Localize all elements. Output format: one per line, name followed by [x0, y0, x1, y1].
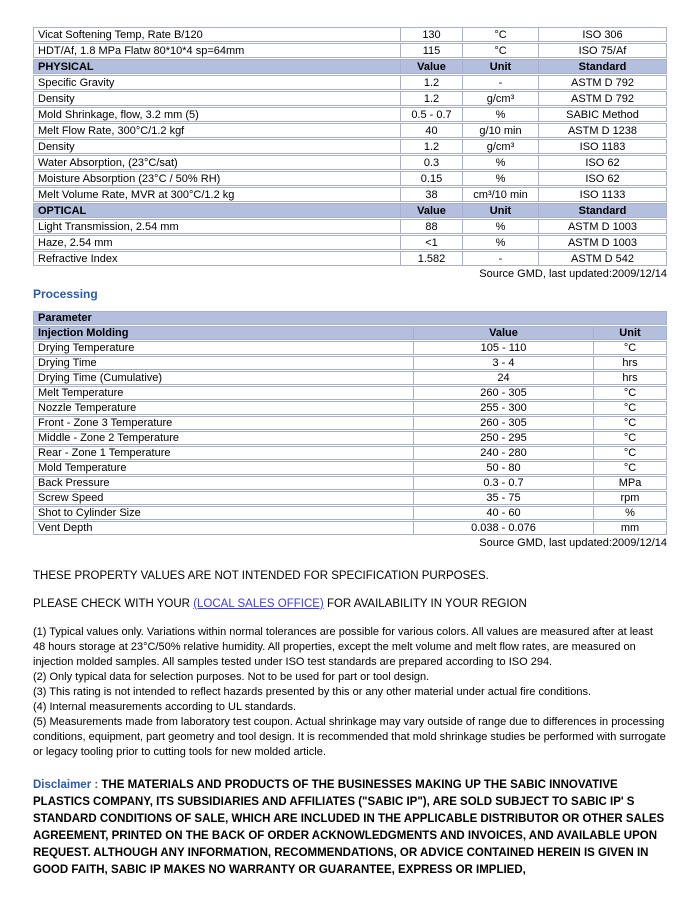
footnote: (4) Internal measurements according to UL standards.	[33, 701, 297, 713]
parameter-cell: OPTICAL	[38, 204, 87, 217]
value-cell: g/cm³	[462, 140, 538, 153]
processing-row	[33, 341, 667, 355]
property-row	[33, 171, 667, 186]
value-cell: Unit	[462, 204, 538, 217]
value-cell: hrs	[593, 372, 666, 384]
value-cell: ASTM D 792	[538, 92, 666, 105]
availability-note-suffix: FOR AVAILABILITY IN YOUR REGION	[323, 598, 527, 610]
value-cell: SABIC Method	[538, 108, 666, 121]
section-header-row	[33, 59, 667, 74]
parameter-group-header-row	[33, 311, 667, 325]
property-row	[33, 251, 667, 266]
parameter-cell: Screw Speed	[38, 492, 104, 504]
parameter-cell: Refractive Index	[38, 252, 118, 265]
value-cell: 260 - 305	[413, 417, 593, 429]
value-cell: ISO 1133	[538, 188, 666, 201]
value-cell: g/cm³	[462, 92, 538, 105]
parameter-cell: Haze, 2.54 mm	[38, 236, 113, 249]
specification-purpose-note: THESE PROPERTY VALUES ARE NOT INTENDED FOR SPECIFICATION PURPOSES.	[33, 570, 489, 582]
value-cell: %	[462, 108, 538, 121]
value-cell: °C	[593, 447, 666, 459]
availability-note-prefix: PLEASE CHECK WITH YOUR	[33, 598, 194, 610]
parameter-cell: Vicat Softening Temp, Rate B/120	[38, 28, 203, 41]
processing-row	[33, 386, 667, 400]
value-cell: 50 - 80	[413, 462, 593, 474]
processing-row	[33, 521, 667, 535]
value-cell: °C	[593, 387, 666, 399]
parameter-cell: Back Pressure	[38, 477, 110, 489]
value-cell: -	[462, 252, 538, 265]
processing-row	[33, 476, 667, 490]
value-cell: 0.038 - 0.076	[413, 522, 593, 534]
value-cell: 3 - 4	[413, 357, 593, 369]
parameter-cell: Density	[38, 92, 75, 105]
value-cell: %	[462, 236, 538, 249]
value-cell: 1.2	[400, 140, 462, 153]
processing-table	[33, 311, 667, 535]
value-cell: ASTM D 1003	[538, 236, 666, 249]
value-cell: °C	[462, 28, 538, 41]
disclaimer-label: Disclaimer :	[33, 779, 102, 791]
value-cell: 1.582	[400, 252, 462, 265]
column-header-row	[33, 326, 667, 340]
processing-source-note: Source GMD, last updated:2009/12/14	[479, 537, 667, 549]
processing-row	[33, 356, 667, 370]
property-row	[33, 187, 667, 202]
value-cell: 0.5 - 0.7	[400, 108, 462, 121]
parameter-cell: Specific Gravity	[38, 76, 115, 89]
parameter-cell: Drying Time (Cumulative)	[38, 372, 163, 384]
processing-row	[33, 371, 667, 385]
property-row	[33, 235, 667, 250]
value-cell: 88	[400, 220, 462, 233]
processing-row	[33, 401, 667, 415]
parameter-cell: Drying Temperature	[38, 342, 135, 354]
value-cell: 40 - 60	[413, 507, 593, 519]
value-cell: <1	[400, 236, 462, 249]
parameter-cell: Density	[38, 140, 75, 153]
parameter-cell: Middle - Zone 2 Temperature	[38, 432, 180, 444]
value-cell: Value	[400, 204, 462, 217]
property-row	[33, 27, 667, 42]
value-cell: °C	[593, 342, 666, 354]
processing-row	[33, 506, 667, 520]
value-cell: ISO 62	[538, 156, 666, 169]
value-cell: ASTM D 542	[538, 252, 666, 265]
parameter-cell: Moisture Absorption (23°C / 50% RH)	[38, 172, 221, 185]
value-cell: 130	[400, 28, 462, 41]
parameter-cell: Front - Zone 3 Temperature	[38, 417, 173, 429]
value-cell: Value	[400, 60, 462, 73]
footnote: (2) Only typical data for selection purposes. Not to be used for part or tool design.	[33, 671, 430, 683]
footnote: (3) This rating is not intended to reflect hazards presented by this or any other material under actual fire conditions.	[33, 686, 592, 698]
disclaimer-text: THE MATERIALS AND PRODUCTS OF THE BUSINESSES MAKING UP THE SABIC INNOVATIVE PLASTICS COMPANY, ITS SUBSIDIARIES AND AFFILIATES ("SABIC IP"), ARE SOLD SUBJECT TO SABIC IP' S STANDARD CONDITIONS OF SALE, WHICH ARE INCLUDED IN THE APPLICABLE DISTRIBUTOR OR OTHER SALES AGREEMENT, PRINTED ON THE BACK OF ORDER ACKNOWLEDGMENTS AND INVOICES, AND AVAILABLE UPON REQUEST. ALTHOUGH ANY INFORMATION, RECOMMENDATIONS, OR ADVICE CONTAINED HEREIN IS GIVEN IN GOOD FAITH, SABIC IP MAKES NO WARRANTY OR GUARANTEE, EXPRESS OR IMPLIED,	[33, 779, 665, 876]
parameter-cell: Mold Shrinkage, flow, 3.2 mm (5)	[38, 108, 199, 121]
property-row	[33, 155, 667, 170]
value-cell: 24	[413, 372, 593, 384]
parameter-cell: Water Absorption, (23°C/sat)	[38, 156, 178, 169]
value-cell: hrs	[593, 357, 666, 369]
section-header-row	[33, 203, 667, 218]
value-cell: mm	[593, 522, 666, 534]
value-cell: g/10 min	[462, 124, 538, 137]
value-cell: °C	[593, 402, 666, 414]
property-row	[33, 43, 667, 58]
parameter-cell: Drying Time	[38, 357, 97, 369]
property-row	[33, 91, 667, 106]
value-cell: ISO 1183	[538, 140, 666, 153]
parameter-cell: Light Transmission, 2.54 mm	[38, 220, 179, 233]
parameter-cell: PHYSICAL	[38, 60, 94, 73]
parameter-cell: Mold Temperature	[38, 462, 127, 474]
value-cell: ASTM D 1003	[538, 220, 666, 233]
value-cell: 255 - 300	[413, 402, 593, 414]
value-cell: 0.3 - 0.7	[413, 477, 593, 489]
processing-row	[33, 446, 667, 460]
value-cell: ISO 306	[538, 28, 666, 41]
footnote: (1) Typical values only. Variations within normal tolerances are possible for various colors. All values are measured after at least 48 hours storage at 23°C/50% relative humidity. All properties, except the melt volume and melt flow rates, are measured on injection molded samples. All samples tested under ISO test standards are prepared according to ISO 294.	[33, 626, 653, 668]
parameter-cell: Nozzle Temperature	[38, 402, 137, 414]
parameter-cell: Rear - Zone 1 Temperature	[38, 447, 171, 459]
processing-row	[33, 416, 667, 430]
value-cell: 250 - 295	[413, 432, 593, 444]
value-cell: °C	[593, 462, 666, 474]
parameter-cell: Shot to Cylinder Size	[38, 507, 141, 519]
value-cell: 0.3	[400, 156, 462, 169]
value-cell: °C	[593, 432, 666, 444]
property-row	[33, 75, 667, 90]
value-cell: 40	[400, 124, 462, 137]
value-cell: 0.15	[400, 172, 462, 185]
value-cell: Value	[413, 327, 593, 339]
property-row	[33, 139, 667, 154]
parameter-cell: Parameter	[38, 312, 92, 324]
value-cell: %	[462, 156, 538, 169]
value-cell: Unit	[593, 327, 666, 339]
value-cell: 105 - 110	[413, 342, 593, 354]
value-cell: 260 - 305	[413, 387, 593, 399]
parameter-cell: Melt Temperature	[38, 387, 124, 399]
property-row	[33, 107, 667, 122]
footnote: (5) Measurements made from laboratory test coupon. Actual shrinkage may vary outside of range due to differences in processing conditions, equipment, part geometry and tool design. It is recommended that mold shrinkage studies be performed with surrogate or legacy tooling prior to cutting tools for new molded article.	[33, 716, 666, 758]
processing-row	[33, 431, 667, 445]
value-cell: %	[462, 172, 538, 185]
value-cell: Unit	[462, 60, 538, 73]
value-cell: Standard	[538, 60, 666, 73]
value-cell: Standard	[538, 204, 666, 217]
property-row	[33, 219, 667, 234]
processing-row	[33, 461, 667, 475]
processing-heading: Processing	[33, 287, 98, 301]
value-cell: ISO 62	[538, 172, 666, 185]
disclaimer	[33, 777, 667, 879]
value-cell: 35 - 75	[413, 492, 593, 504]
property-row	[33, 123, 667, 138]
value-cell: ASTM D 792	[538, 76, 666, 89]
value-cell: 240 - 280	[413, 447, 593, 459]
value-cell: %	[462, 220, 538, 233]
local-sales-office-link[interactable]: (LOCAL SALES OFFICE)	[193, 598, 324, 610]
parameter-cell: HDT/Af, 1.8 MPa Flatw 80*10*4 sp=64mm	[38, 44, 245, 57]
value-cell: cm³/10 min	[462, 188, 538, 201]
value-cell: -	[462, 76, 538, 89]
value-cell: 1.2	[400, 92, 462, 105]
properties-table	[33, 27, 667, 266]
value-cell: %	[593, 507, 666, 519]
value-cell: 38	[400, 188, 462, 201]
value-cell: ISO 75/Af	[538, 44, 666, 57]
value-cell: 1.2	[400, 76, 462, 89]
parameter-cell: Melt Volume Rate, MVR at 300°C/1.2 kg	[38, 188, 235, 201]
footnotes-block	[33, 625, 667, 760]
parameter-cell: Vent Depth	[38, 522, 93, 534]
parameter-cell: Melt Flow Rate, 300°C/1.2 kgf	[38, 124, 185, 137]
value-cell: 115	[400, 44, 462, 57]
parameter-cell: Injection Molding	[38, 327, 129, 339]
value-cell: °C	[462, 44, 538, 57]
properties-source-note: Source GMD, last updated:2009/12/14	[479, 268, 667, 280]
value-cell: MPa	[593, 477, 666, 489]
processing-row	[33, 491, 667, 505]
value-cell: °C	[593, 417, 666, 429]
availability-note	[33, 598, 667, 611]
value-cell: ASTM D 1238	[538, 124, 666, 137]
value-cell: rpm	[593, 492, 666, 504]
